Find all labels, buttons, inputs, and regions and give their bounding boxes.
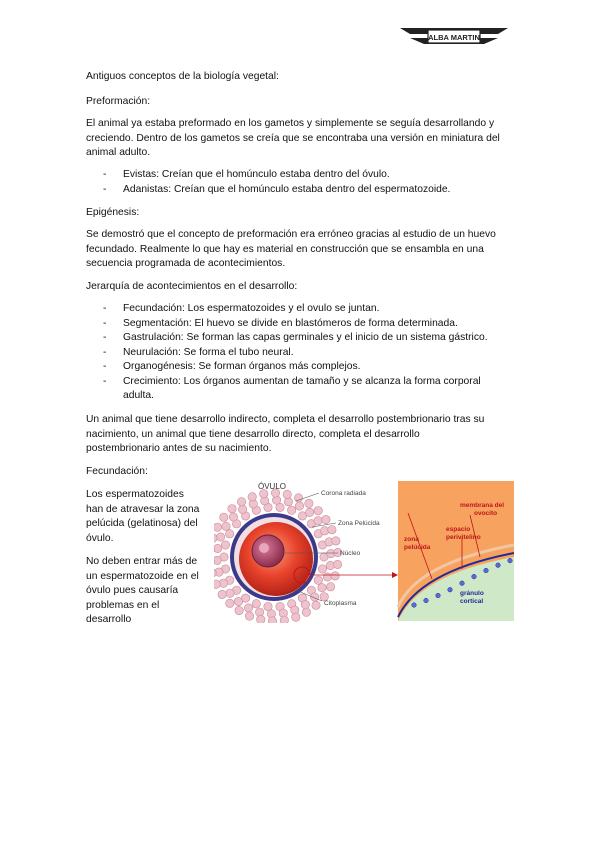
corona-cell [323, 573, 331, 581]
corona-cell [255, 608, 263, 616]
desarrollo-line-2: nacimiento, un animal que tiene desarrollo directo, completa el desarrollo [86, 428, 420, 440]
corona-cell [326, 583, 334, 591]
corona-cell [314, 507, 322, 515]
cortical-granule [448, 587, 453, 592]
corona-cell [333, 560, 341, 568]
cortical-granule [424, 598, 429, 603]
corona-cell [318, 565, 326, 573]
preformacion-line-3: animal adulto. [86, 147, 151, 158]
corona-cell [248, 493, 256, 501]
label-citoplasma: Citoplasma [324, 600, 357, 607]
epigenesis-line-3: secuencia programada de acontecimientos. [86, 258, 286, 269]
label-granulo-2: cortical [460, 598, 484, 605]
fecundacion-title: Fecundación: [86, 466, 148, 477]
label-corona-radiada: Corona radiada [321, 490, 366, 497]
corona-cell [226, 530, 234, 538]
cortical-granule [436, 593, 441, 598]
svg-text:ALBA MARTIN: ALBA MARTIN [428, 33, 480, 42]
label-zona-pelucida: Zona Pelúcida [338, 520, 380, 527]
corona-cell [220, 513, 228, 521]
cortical-granule [460, 581, 465, 586]
fecundacion-p2-line-5: desarrollo [86, 614, 132, 625]
fecundacion-p1-line-3: pelúcida (gelatinosa) del [86, 518, 198, 529]
epigenesis-line-1: Se demostró que el concepto de preformación era erróneo gracias al estudio de un huevo [86, 229, 496, 240]
corona-cell [331, 572, 339, 580]
cortical-granule [412, 603, 417, 608]
corona-cell [288, 506, 296, 514]
label-zona-1: zona [404, 536, 419, 543]
preformacion-title: Preformación: [86, 96, 151, 107]
fecundacion-p2-line-4: problemas en el [86, 599, 160, 611]
fecundacion-p2-line-2: un espermatozoide en el [86, 570, 199, 582]
cortical-granule [508, 558, 513, 563]
cortical-granule [484, 568, 489, 573]
corona-cell [222, 522, 230, 530]
ovulo-diagram [214, 479, 514, 623]
corona-cell [245, 612, 253, 620]
corona-cell [235, 606, 243, 614]
corona-cell [305, 499, 313, 507]
corona-cell [221, 541, 229, 549]
corona-cell [314, 517, 322, 525]
corona-cell [294, 494, 302, 502]
fecundacion-p2-line-1: No deben entrar más de [86, 556, 198, 567]
label-zona-2: pelúcida [404, 544, 431, 551]
corona-cell [305, 508, 313, 516]
corona-cell [214, 556, 221, 564]
corona-cell [301, 600, 309, 608]
corona-cell [283, 490, 291, 498]
label-granulo-1: gránulo [460, 590, 484, 597]
cortical-granule [472, 574, 477, 579]
label-nucleo: Núcleo [340, 550, 361, 557]
corona-cell [228, 505, 236, 513]
corona-cell [237, 498, 245, 506]
cortical-granule [496, 563, 501, 568]
corona-cell [226, 599, 234, 607]
corona-cell [229, 513, 237, 521]
corona-cell [218, 590, 226, 598]
corona-cell [216, 533, 224, 541]
corona-cell [252, 600, 260, 608]
corona-cell [312, 601, 320, 609]
fecundacion-p1-line-4: óvulo. [86, 532, 114, 544]
corona-cell [234, 597, 242, 605]
corona-cell [284, 498, 292, 506]
label-membrana-2: ovocito [474, 510, 498, 517]
corona-cell [214, 544, 222, 552]
corona-cell [292, 613, 300, 621]
jerarquia-title: Jerarquía de acontecimientos en el desarrollo: [86, 281, 298, 292]
label-espacio-2: perivitelino [446, 534, 481, 541]
ovulo-title: ÓVULO [258, 482, 287, 491]
corona-cell [238, 505, 246, 513]
corona-cell [268, 617, 276, 623]
corona-cell [318, 584, 326, 592]
corona-cell [295, 502, 303, 510]
epigenesis-title: Epigénesis: [86, 207, 140, 218]
heading: Antiguos conceptos de la biología vegetal: [86, 71, 279, 82]
corona-cell [226, 589, 234, 597]
preformacion-line-2: creciendo. Dentro de los gametos se creía que se encontraba una versión en miniatura del [86, 132, 500, 144]
corona-cell [214, 523, 222, 531]
corona-cell [280, 616, 288, 623]
corona-cell [257, 615, 265, 623]
corona-cell [322, 515, 330, 523]
fecundacion-p1-line-1: Los espermatozoides [86, 489, 184, 500]
corona-cell [214, 580, 220, 588]
desarrollo-line-1: Un animal que tiene desarrollo indirecto, completa el desarrollo postembrionario tras su [86, 414, 485, 425]
label-membrana-1: membrana del [460, 502, 505, 509]
alba-martin-logo [398, 22, 510, 52]
desarrollo-line-3: postembrionario antes de su nacimiento. [86, 443, 272, 454]
corona-cell [328, 526, 336, 534]
corona-cell [332, 537, 340, 545]
corona-cell [302, 608, 310, 616]
zoom-panel [398, 481, 514, 621]
fecundacion-p1-line-2: han de atravesar la zona [86, 503, 200, 515]
preformacion-line-1: El animal ya estaba preformado en los gametos y simplemente se seguía desarrollando y [86, 118, 495, 129]
epigenesis-line-2: fecundado. Realmente lo que hay es material en construcción que se ensambla en una [86, 243, 484, 255]
corona-cell [314, 576, 322, 584]
label-espacio-1: espacio [446, 526, 471, 533]
document-page: ALBA MARTIN Antiguos conceptos de la biología vegetal: Preformación: El animal ya estaba preformado en los gametos y simplemente se seguía desarrollando y creciendo. Dentro de los gametos se creía que se encontraba una versión en miniatura del animal adulto. - Evistas: Creían que el homúnculo estaba dentro del óvulo. - Adanistas: Creían que el homúnculo estaba dentro del espermatozoide. Epigénesis: Se demostró que el concepto de preformación era erróneo gracias al estudio de un huevo fecundado. Realmente lo que hay es material en construcción que se ensambla en una secuencia programada de acontecimientos. Jerarquía de acontecimientos en el desarrollo: - Fecundación: Los espermatozoides y el ovulo se juntan. - Segmentación: El huevo se divide en blastómeros de forma determinada. - Gastrulación: Se forman las capas germinales y el inicio de un sistema gástrico. - Neurulación: Se forma el tubo neural. - Organogénesis: Se forman órganos más complejos. - Crecimiento: Los órganos aumentan de tamaño y se alcanza la forma corporal adulta. Un animal que tiene desarrollo indirecto, completa el desarrollo postembrionario tras su nacimiento, un animal que tiene desarrollo directo, completa el desarrollo postembrionario antes de su nacimiento. Fecundación: Los espermatozoides han de atravesar la zona pelúcida (gelatinosa) del óvulo. No deben entrar más de un espermatozoide en el óvulo pues causaría problemas en el desarrollo ÓVULO Corona radiada Zona Pelúcida Núcleo Citoplasma membrana del ovocito espacio perivitelino zona pelúcida gránulo cortical [0, 0, 599, 848]
corona-cell [244, 604, 252, 612]
fecundacion-p2-line-3: óvulo pues causaría [86, 585, 179, 596]
